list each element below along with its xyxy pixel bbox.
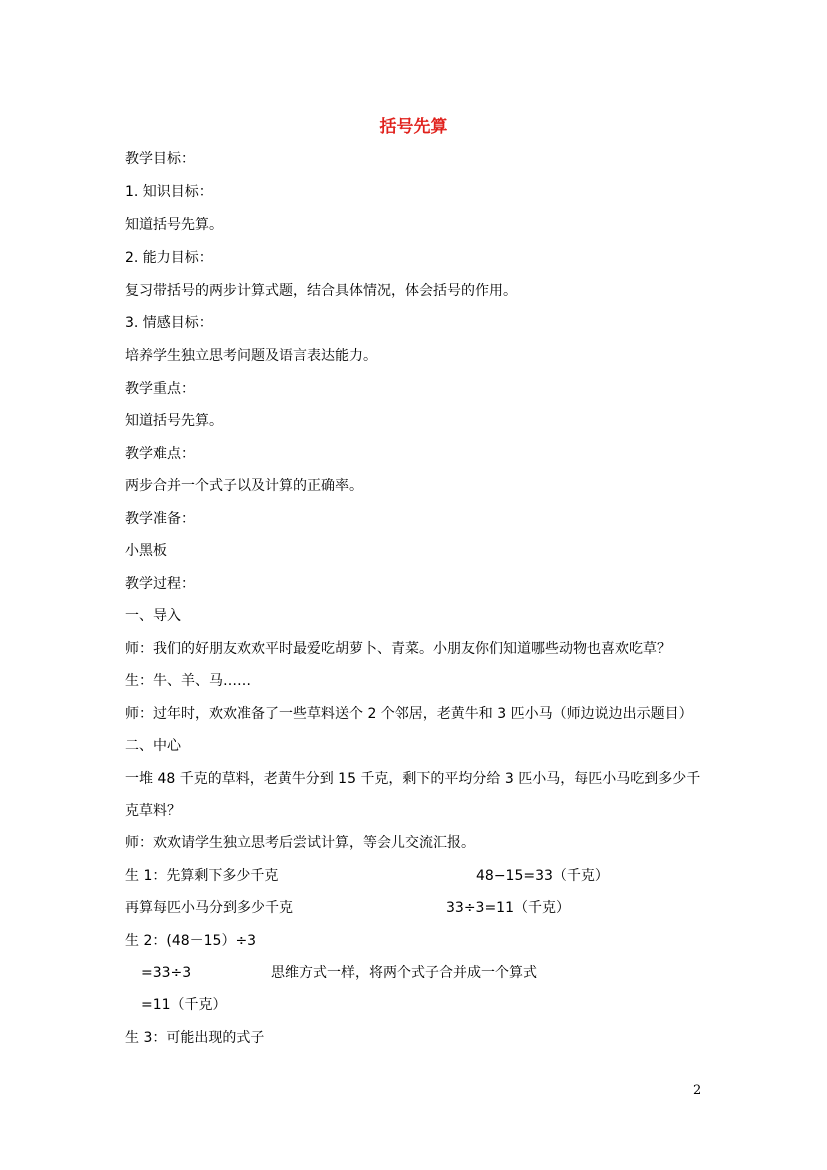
equation-line: =33÷3 bbox=[141, 965, 192, 981]
text-line: 教学过程： bbox=[125, 576, 195, 592]
equation-line: =11（千克） bbox=[141, 997, 227, 1013]
text-line: 小黑板 bbox=[125, 543, 167, 559]
text-line: 教学重点： bbox=[125, 381, 195, 397]
text-line: 师：我们的好朋友欢欢平时最爱吃胡萝卜、青菜。小朋友你们知道哪些动物也喜欢吃草？ bbox=[125, 641, 671, 657]
text-line: 师：过年时，欢欢准备了一些草料送个 2 个邻居，老黄牛和 3 匹小马（师边说边出示题目） bbox=[125, 706, 693, 722]
equation-right-2: 33÷3=11（千克） bbox=[446, 900, 570, 916]
text-line: 教学目标： bbox=[125, 151, 195, 167]
text-line: 一堆 48 千克的草料，老黄牛分到 15 千克，剩下的平均分给 3 匹小马，每匹小马吃到多少千 bbox=[125, 771, 701, 787]
text-line: 教学难点： bbox=[125, 446, 195, 462]
text-line: 一、导入 bbox=[125, 608, 181, 624]
equation-right-1: 48−15=33（千克） bbox=[476, 868, 609, 884]
text-line: 两步合并一个式子以及计算的正确率。 bbox=[125, 478, 363, 494]
text-line: 师：欢欢请学生独立思考后尝试计算，等会儿交流汇报。 bbox=[125, 835, 475, 851]
text-line: 生 1：先算剩下多少千克 bbox=[125, 868, 279, 884]
text-line: 生 3：可能出现的式子 bbox=[125, 1030, 265, 1046]
text-line: 1. 知识目标： bbox=[125, 184, 213, 200]
text-line: 知道括号先算。 bbox=[125, 413, 223, 429]
text-line: 3. 情感目标： bbox=[125, 315, 213, 331]
text-line: 生：牛、羊、马…… bbox=[125, 673, 251, 689]
text-line: 培养学生独立思考问题及语言表达能力。 bbox=[125, 348, 377, 364]
text-line: 二、中心 bbox=[125, 738, 181, 754]
text-line: 生 2：(48－15）÷3 bbox=[125, 933, 257, 949]
text-line: 知道括号先算。 bbox=[125, 217, 223, 233]
text-line: 克草料？ bbox=[125, 803, 181, 819]
text-line: 教学准备： bbox=[125, 511, 195, 527]
document-title: 括号先算 bbox=[379, 117, 448, 137]
text-line: 复习带括号的两步计算式题，结合具体情况，体会括号的作用。 bbox=[125, 283, 517, 299]
method-note: 思维方式一样，将两个式子合并成一个算式 bbox=[271, 965, 537, 981]
text-line: 2. 能力目标： bbox=[125, 250, 213, 266]
page-number: 2 bbox=[693, 1083, 702, 1098]
text-line: 再算每匹小马分到多少千克 bbox=[125, 900, 293, 916]
